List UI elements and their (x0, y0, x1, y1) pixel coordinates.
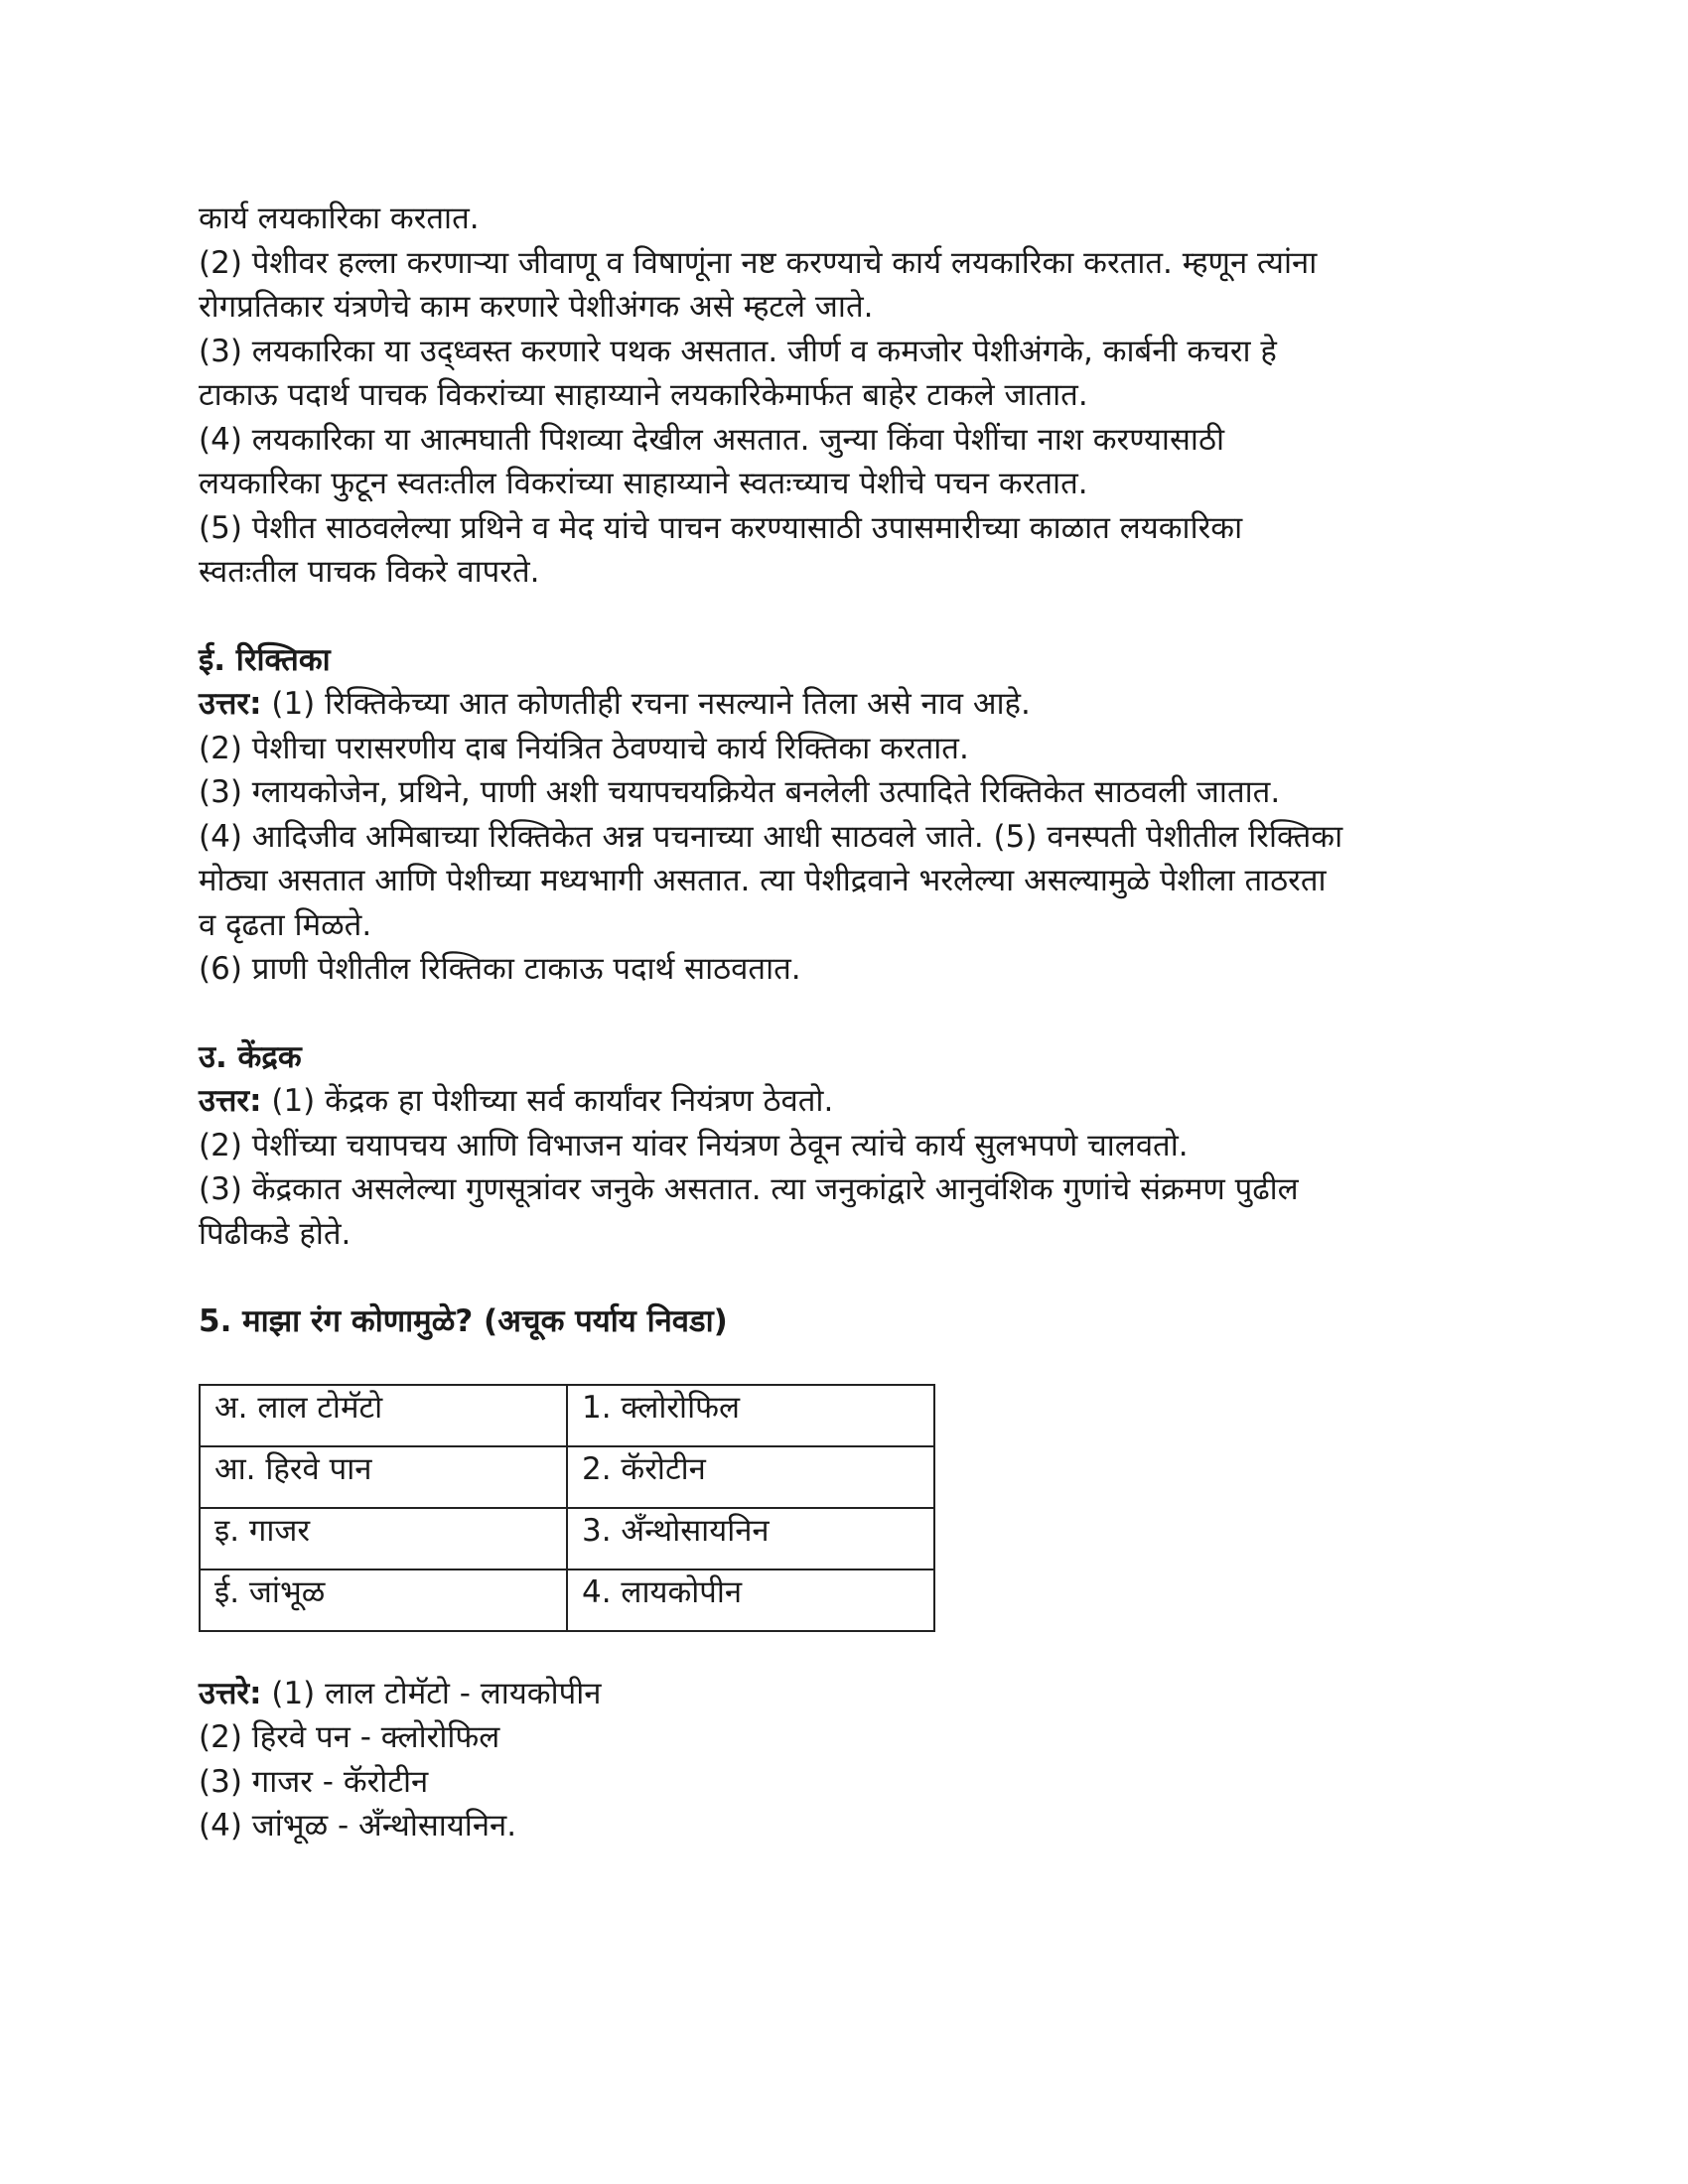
answer-text: (1) रिक्तिकेच्या आत कोणतीही रचना नसल्याने तिला असे नाव आहे. (261, 686, 1031, 722)
table-row (200, 1508, 934, 1570)
text-line: टाकाऊ पदार्थ पाचक विकरांच्या साहाय्याने लयकारिकेमार्फत बाहेर टाकले जातात. (199, 377, 1088, 413)
answer-label: उत्तर: (199, 1083, 262, 1119)
section-heading: ई. रिक्तिका (199, 641, 331, 678)
text-line: मोठ्या असतात आणि पेशीच्या मध्यभागी असतात. त्या पेशीद्रवाने भरलेल्या असल्यामुळे पेशीला ताठरता (199, 863, 1327, 898)
text-line: पिढीकडे होते. (199, 1215, 352, 1252)
table-cell: अ. लाल टोमॅटो (200, 1385, 567, 1446)
section-gap (199, 1256, 1489, 1299)
table-row (200, 1446, 934, 1508)
text-line: (4) लयकारिका या आत्मघाती पिशव्या देखील असतात. जुन्या किंवा पेशींचा नाश करण्यासाठी (199, 421, 1224, 458)
table-cell: 4. लायकोपीन (567, 1570, 934, 1631)
answer-item: (2) हिरवे पन - क्लोरोफिल (199, 1719, 500, 1755)
match-table (199, 1384, 935, 1632)
table-cell: 2. कॅरोटीन (567, 1446, 934, 1508)
vacuole-section (199, 638, 1489, 992)
table-cell: ई. जांभूळ (200, 1570, 567, 1631)
text-line: लयकारिका फुटून स्वतःतील विकरांच्या साहाय्याने स्वतःच्याच पेशीचे पचन करतात. (199, 466, 1088, 501)
nucleus-section (199, 1035, 1489, 1257)
text-line: (3) केंद्रकात असलेल्या गुणसूत्रांवर जनुके असतात. त्या जनुकांद्वारे आनुवंशिक गुणांचे संक्रमण पुढील (199, 1171, 1299, 1207)
table-cell: इ. गाजर (200, 1508, 567, 1570)
text-line: (5) पेशीत साठवलेल्या प्रथिने व मेद यांचे पाचन करण्यासाठी उपासमारीच्या काळात लयकारिका (199, 509, 1243, 546)
table-cell: 3. अँन्थोसायनिन (567, 1508, 934, 1570)
answer-text: (1) केंद्रक हा पेशीच्या सर्व कार्यांवर नियंत्रण ठेवतो. (261, 1083, 834, 1119)
text-line: (3) लयकारिका या उद्ध्वस्त करणारे पथक असतात. जीर्ण व कमजोर पेशीअंगके, कार्बनी कचरा हे (199, 333, 1277, 369)
answer-line (199, 1079, 1489, 1124)
section-gap (199, 992, 1489, 1035)
question-heading: 5. माझा रंग कोणामुळे? (अचूक पर्याय निवडा) (199, 1303, 728, 1339)
text-line: (4) आदिजीव अमिबाच्या रिक्तिकेत अन्न पचनाच्या आधी साठवले जाते. (5) वनस्पती पेशीतील रिक्तिका (199, 818, 1343, 855)
text-line: रोगप्रतिकार यंत्रणेचे काम करणारे पेशीअंगक असे म्हटले जाते. (199, 289, 874, 325)
answer-line (199, 682, 1489, 727)
answer-line (199, 1672, 1489, 1716)
table-cell: 1. क्लोरोफिल (567, 1385, 934, 1446)
answer-label: उत्तर: (199, 686, 262, 722)
lysosome-section (199, 197, 1489, 595)
answers-label: उत्तरे: (199, 1675, 262, 1711)
text-line: कार्य लयकारिका करतात. (199, 201, 480, 236)
text-line: (2) पेशीचा परासरणीय दाब नियंत्रित ठेवण्याचे कार्य रिक्तिका करतात. (199, 730, 969, 766)
text-line: (2) पेशीवर हल्ला करणाऱ्या जीवाणू व विषाणूंना नष्ट करण्याचे कार्य लयकारिका करतात. म्हणून त्यांना (199, 244, 1318, 281)
text-line: स्वतःतील पाचक विकरे वापरते. (199, 554, 540, 590)
text-line: व दृढता मिळते. (199, 906, 372, 943)
text-line: (6) प्राणी पेशीतील रिक्तिका टाकाऊ पदार्थ साठवतात. (199, 951, 801, 987)
answer-item: (4) जांभूळ - अँन्थोसायनिन. (199, 1808, 517, 1843)
table-row (200, 1570, 934, 1631)
section-gap (199, 595, 1489, 638)
question5-section (199, 1299, 1489, 1848)
text-line: (2) पेशींच्या चयापचय आणि विभाजन यांवर नियंत्रण ठेवून त्यांचे कार्य सुलभपणे चालवतो. (199, 1127, 1189, 1163)
answer-text: (1) लाल टोमॅटो - लायकोपीन (261, 1675, 602, 1711)
page-content (199, 197, 1489, 1848)
table-row (200, 1385, 934, 1446)
table-cell: आ. हिरवे पान (200, 1446, 567, 1508)
text-line: (3) ग्लायकोजेन, प्रथिने, पाणी अशी चयापचयक्रियेत बनलेली उत्पादिते रिक्तिकेत साठवली जातात. (199, 774, 1281, 810)
answer-item: (3) गाजर - कॅरोटीन (199, 1763, 429, 1800)
section-heading: उ. केंद्रक (199, 1038, 302, 1075)
